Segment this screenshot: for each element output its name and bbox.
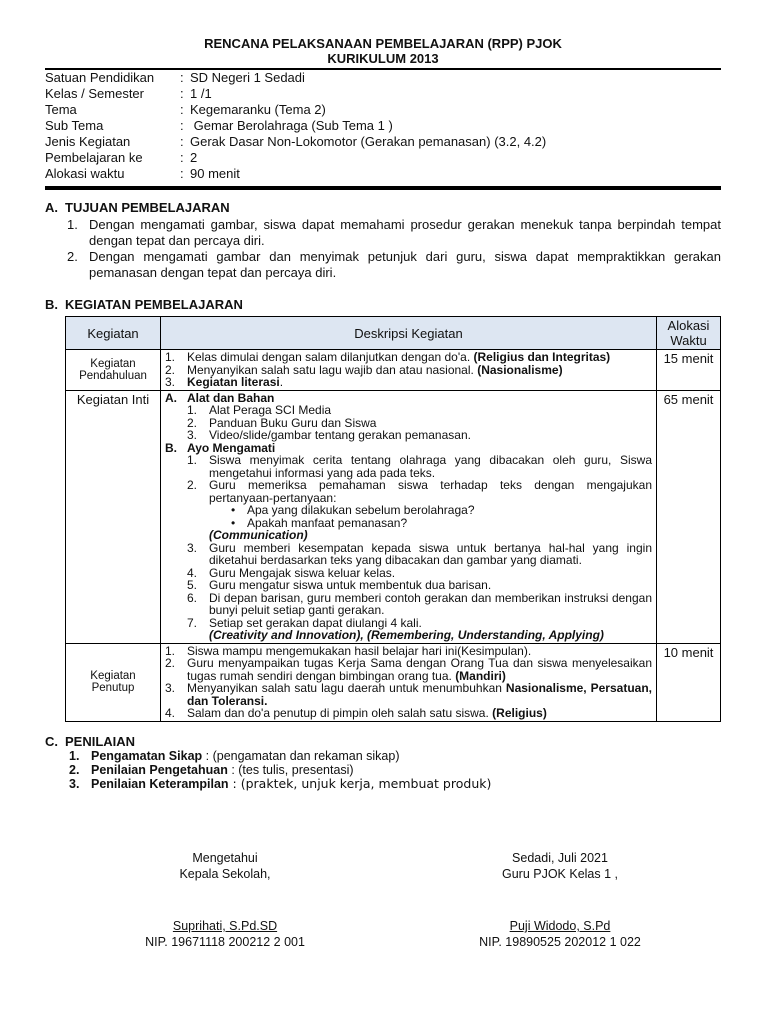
- item-text: Menyanyikan salah satu lagu wajib dan atau nasional.: [187, 362, 478, 377]
- row-label-penutup: Kegiatan Penutup: [66, 643, 161, 721]
- penilaian-list: [69, 749, 721, 791]
- item-text: Dengan mengamati gambar dan menyimak petunjuk dari guru, siswa dapat mempraktikkan gerakan pemanasan dengan tepat dan percaya diri.: [89, 249, 721, 280]
- item-text: Video/slide/gambar tentang gerakan pemanasan.: [209, 428, 471, 442]
- item-text: Siswa menyimak cerita tentang olahraga yang dibacakan oleh guru, Siswa mengetahui informasi yang ada pada teks.: [209, 453, 652, 480]
- item-number: 2.: [69, 762, 80, 777]
- list-item: [67, 217, 721, 249]
- tujuan-list: [67, 217, 721, 281]
- section-tujuan-heading: [45, 200, 721, 215]
- item-text: Guru memeriksa pemahaman siswa terhadap teks dengan mengajukan pertanyaan-pertanyaan:: [209, 478, 652, 505]
- identity-label: Tema: [45, 102, 77, 117]
- item-text: Di depan barisan, guru memberi contoh gerakan dan memberikan instruksi dengan bunyi peluit setiap ganti gerakan.: [209, 590, 652, 617]
- character-tag: (Religius dan Integritas): [473, 350, 611, 364]
- character-tag: (Religius): [492, 706, 547, 720]
- identity-value: Gemar Berolahraga (Sub Tema 1 ): [190, 118, 393, 133]
- item-text: Alat Peraga SCI Media: [209, 403, 332, 417]
- subheading: Ayo Mengamati: [187, 440, 276, 455]
- col-header-kegiatan: Kegiatan: [66, 317, 161, 350]
- skill-tag: (Creativity and Innovation), (Remembering, Understanding, Applying): [209, 628, 604, 642]
- item-text: : (pengamatan dan rekaman sikap): [202, 748, 400, 763]
- identity-separator: :: [180, 102, 184, 117]
- identity-separator: :: [180, 134, 184, 149]
- pendahuluan-description: 1. Kelas dimulai dengan salam dilanjutkan dengan do'a. (Religius dan Integritas) 2. Menyanyikan salah satu lagu wajib dan atau nasional. (Nasionalisme) 3. Kegiatan literasi.: [161, 350, 657, 391]
- doc-subtitle: KURIKULUM 2013: [327, 51, 439, 66]
- character-tag: (Nasionalisme): [477, 362, 563, 377]
- item-number: 1.: [69, 748, 80, 763]
- identity-row: [45, 150, 721, 166]
- kegiatan-table: [65, 316, 721, 722]
- section-title: KEGIATAN PEMBELAJARAN: [65, 297, 243, 312]
- identity-separator: :: [180, 150, 184, 165]
- sig-name: Suprihati, S.Pd.SD: [172, 919, 278, 933]
- section-letter: C.: [45, 733, 58, 749]
- identity-row: [45, 70, 721, 86]
- section-letter: A.: [45, 200, 58, 215]
- row-label-inti: Kegiatan Inti: [66, 390, 161, 643]
- bullet-text: Apa yang dilakukan sebelum berolahraga?: [247, 503, 475, 517]
- item-text: Guru Mengajak siswa keluar kelas.: [209, 565, 396, 580]
- doc-title: RENCANA PELAKSANAAN PEMBELAJARAN (RPP) PJOK: [204, 36, 562, 51]
- item-number: 2.: [67, 249, 78, 264]
- sig-top-text: Mengetahui: [192, 851, 258, 865]
- identity-label: Satuan Pendidikan: [45, 70, 155, 85]
- item-label: Pengamatan Sikap: [91, 748, 203, 763]
- row-label-pendahuluan: Kegiatan Pendahuluan: [66, 350, 161, 391]
- identity-block: [45, 70, 721, 182]
- skill-tag: (Communication): [209, 528, 308, 542]
- signature-right: [480, 850, 640, 882]
- identity-value: Gerak Dasar Non-Lokomotor (Gerakan pemanasan) (3.2, 4.2): [190, 134, 547, 149]
- list-item: [69, 749, 721, 763]
- table-row: [66, 390, 721, 643]
- identity-row: [45, 102, 721, 118]
- identity-label: Jenis Kegiatan: [45, 134, 131, 149]
- sig-role: Guru PJOK Kelas 1 ,: [501, 867, 619, 881]
- rpp-document: [45, 36, 721, 791]
- table-row: [66, 643, 721, 721]
- identity-row: [45, 86, 721, 102]
- identity-separator: :: [180, 166, 184, 181]
- inti-description: A. Alat dan Bahan 1. Alat Peraga SCI Media 2. Panduan Buku Guru dan Siswa 3. Video/slide/gambar tentang gerakan pemanasan. B. Ayo Mengamati 1. Siswa menyimak cerita tentang olahraga yang dibacakan oleh guru, Siswa mengetahui informasi yang ada pada teks. 2. Guru memeriksa pemahaman siswa terhadap teks dengan mengajukan pertanyaan-pertanyaan: • Apa yang dilakukan sebelum berolahraga? • Apakah manfaat pemanasan? (Communication) 3. Guru memberi kesempatan kepada siswa untuk bertanya hal-hal yang ingin diketahui berdasarkan teks yang dibacakan dan gambar yang diamati. 4. Guru Mengajak siswa keluar kelas. 5. Guru mengatur siswa untuk membentuk dua barisan. 6. Di depan barisan, guru memberi contoh gerakan dan memberikan instruksi dengan bunyi peluit setiap ganti gerakan. 7. Setiap set gerakan dapat diulangi 4 kali. (Creativity and Innovation), (Remembering, Understanding, Applying): [161, 390, 657, 643]
- table-row: [66, 350, 721, 391]
- signature-left: [150, 850, 300, 882]
- identity-label: Sub Tema: [45, 118, 104, 133]
- time-inti: 65 menit: [657, 390, 721, 643]
- identity-value: Kegemaranku (Tema 2): [190, 102, 326, 117]
- section-kegiatan-heading: [45, 297, 721, 312]
- sig-nip: NIP. 19890525 202012 1 022: [479, 935, 641, 949]
- section-title: TUJUAN PEMBELAJARAN: [65, 200, 230, 215]
- identity-value: SD Negeri 1 Sedadi: [190, 70, 305, 85]
- list-item: [69, 777, 721, 791]
- identity-label: Kelas / Semester: [45, 86, 144, 101]
- character-tag: Nasionalisme, Persatuan, dan Toleransi.: [187, 681, 652, 708]
- sig-name: Puji Widodo, S.Pd: [509, 919, 611, 933]
- item-text: : (praktek, unjuk kerja, membuat produk): [228, 775, 492, 791]
- sig-nip: NIP. 19671118 200212 2 001: [145, 935, 305, 949]
- section-title: PENILAIAN: [65, 733, 136, 749]
- subheading: Alat dan Bahan: [187, 390, 275, 405]
- signature-left-name: [120, 918, 330, 950]
- col-header-deskripsi: Deskripsi Kegiatan: [161, 317, 657, 350]
- item-text: Setiap set gerakan dapat diulangi 4 kali.: [209, 615, 422, 630]
- time-pendahuluan: 15 menit: [657, 350, 721, 391]
- list-item: [69, 763, 721, 777]
- identity-label: Pembelajaran ke: [45, 150, 143, 165]
- identity-value: 90 menit: [190, 166, 240, 181]
- item-number: 1.: [67, 217, 78, 232]
- item-text: Guru mengatur siswa untuk membentuk dua barisan.: [209, 578, 492, 592]
- item-text: Guru memberi kesempatan kepada siswa untuk bertanya hal-hal yang ingin diketahui berdasarkan teks yang dibacakan dan gambar yang diamati.: [209, 540, 652, 567]
- time-penutup: 10 menit: [657, 643, 721, 721]
- identity-separator: :: [180, 86, 184, 101]
- item-text: Panduan Buku Guru dan Siswa: [209, 415, 377, 430]
- item-text: Menyanyikan salah satu lagu daerah untuk menumbuhkan: [187, 681, 506, 695]
- divider: [45, 186, 721, 190]
- character-tag: (Mandiri): [455, 668, 506, 683]
- item-text: Guru menyampaikan tugas Kerja Sama dengan Orang Tua dan siswa menyelesaikan tugas rumah sendiri dengan bimbingan orang tua.: [187, 656, 652, 683]
- list-item: [67, 249, 721, 281]
- identity-value: 2: [190, 150, 198, 165]
- item-text: Kelas dimulai dengan salam dilanjutkan dengan do'a.: [187, 350, 474, 364]
- item-label: Penilaian Keterampilan: [91, 776, 229, 791]
- identity-separator: :: [180, 118, 184, 133]
- identity-label: Alokasi waktu: [45, 166, 125, 181]
- bullet-text: Apakah manfaat pemanasan?: [247, 515, 408, 530]
- col-header-alokasi: Alokasi Waktu: [657, 317, 721, 350]
- identity-value: 1 /1: [190, 86, 212, 101]
- item-text: Kegiatan literasi: [187, 375, 280, 389]
- identity-separator: :: [180, 70, 184, 85]
- identity-row: [45, 134, 721, 150]
- section-penilaian-heading: [45, 734, 721, 749]
- item-text: .: [279, 375, 284, 389]
- signature-right-name: [455, 918, 665, 950]
- sig-role: Kepala Sekolah,: [179, 867, 271, 881]
- item-number: 3.: [69, 776, 80, 791]
- item-text: : (tes tulis, presentasi): [227, 762, 354, 777]
- item-text: Salam dan do'a penutup di pimpin oleh salah satu siswa.: [187, 706, 493, 720]
- item-label: Penilaian Pengetahuan: [91, 762, 228, 777]
- item-text: Dengan mengamati gambar, siswa dapat memahami prosedur gerakan menekuk tanpa berpindah tempat dengan tepat dan percaya diri.: [89, 217, 721, 248]
- section-letter: B.: [45, 297, 58, 312]
- sig-top-text: Sedadi, Juli 2021: [512, 851, 608, 865]
- identity-row: [45, 118, 721, 134]
- penutup-description: 1. Siswa mampu mengemukakan hasil belajar hari ini(Kesimpulan). 2. Guru menyampaikan tugas Kerja Sama dengan Orang Tua dan siswa menyelesaikan tugas rumah sendiri dengan bimbingan orang tua. (Mandiri) 3. Menyanyikan salah satu lagu daerah untuk menumbuhkan Nasionalisme, Persatuan, dan Toleransi. 4. Salam dan do'a penutup di pimpin oleh salah satu siswa. (Religius): [161, 643, 657, 721]
- identity-row: [45, 166, 721, 182]
- item-text: Siswa mampu mengemukakan hasil belajar hari ini(Kesimpulan).: [187, 643, 532, 658]
